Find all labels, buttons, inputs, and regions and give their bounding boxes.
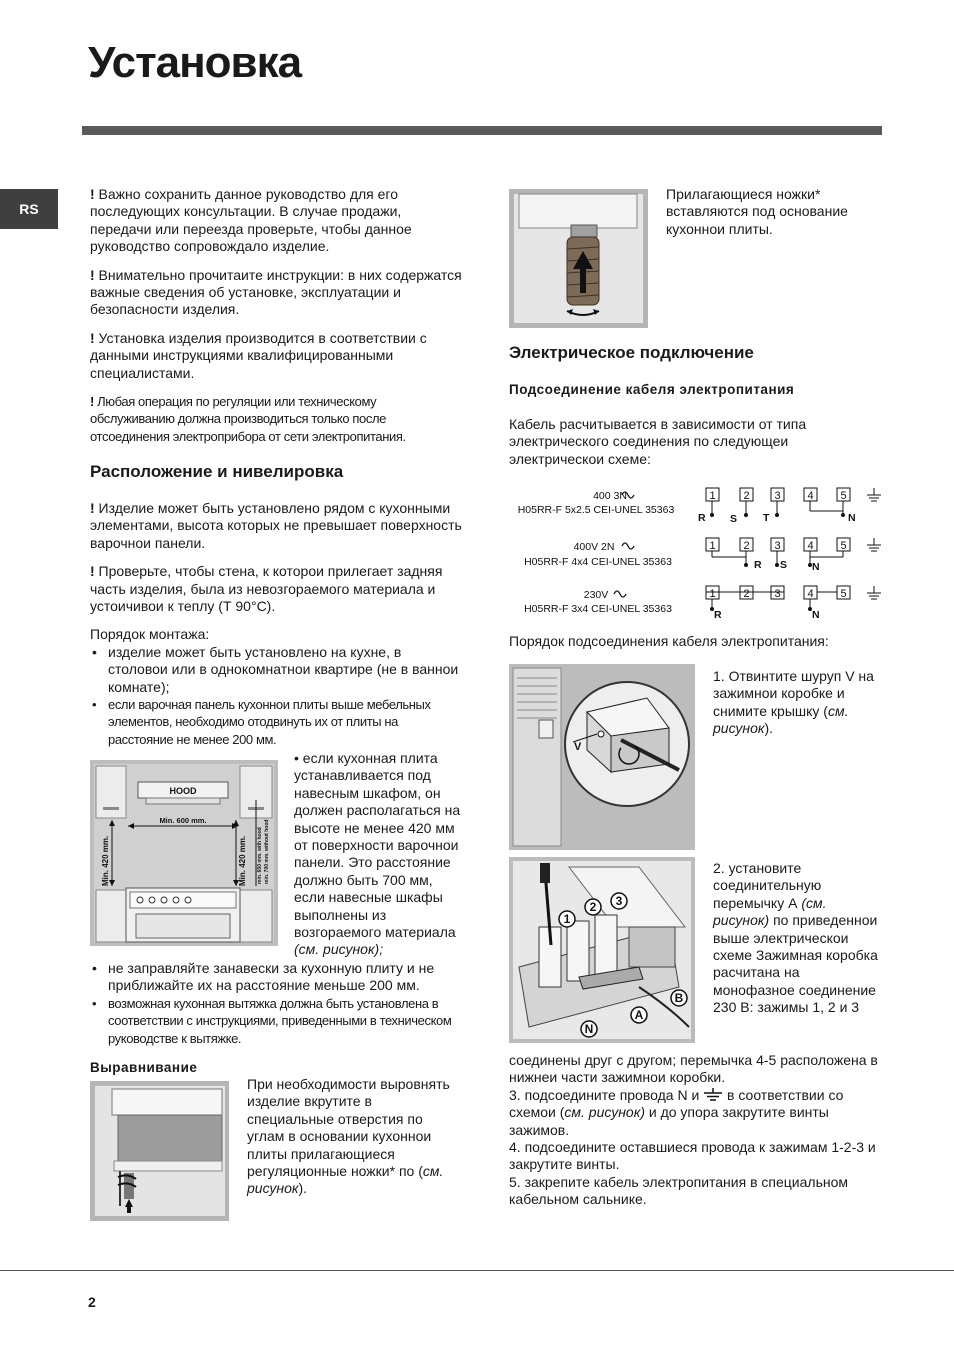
min600-label: Min. 600 mm. (159, 816, 207, 825)
order-label: Порядок монтажа: (90, 626, 210, 643)
min420-right-label: Min. 420 mm. (238, 835, 247, 886)
min420-left-label: Min. 420 mm. (101, 835, 110, 886)
list-item: • не заправляйте занавески за кухонную плиту и не приближайте их на расстояние меньше 200 мм. (90, 960, 462, 995)
steps-continued (509, 1052, 889, 1209)
wire-label: T (763, 512, 770, 524)
terminal-label: 1 (709, 588, 716, 600)
wire-label: R (698, 512, 706, 524)
cable-subheading: Подсоединение кабеля электропитания (509, 382, 795, 397)
warning-paragraph: ! Любая операция по регуляции или техническому обслуживанию должна производиться только после отсоединения электроприбора от сети электропитания. (90, 394, 406, 444)
placement-heading: Расположение и нивелировка (90, 462, 344, 481)
wire-label: N (812, 609, 820, 621)
leveling-figure (90, 1081, 229, 1221)
footer-rule (0, 1270, 954, 1271)
terminal-label: 5 (840, 588, 847, 600)
list-item: • изделие может быть установлено на кухне, в столовои или в однокомнатнои квартире (не в ваннои комнате); (90, 644, 462, 696)
wiring-scheme-400-3n (518, 488, 881, 525)
callout-label: N (584, 1022, 594, 1036)
terminal-label: 1 (709, 490, 716, 502)
step-5-text: 5. закрепите кабель электропитания в специальном кабельном сальнике. (509, 1173, 849, 1208)
terminal-label: 3 (774, 588, 781, 600)
step-4-text: 4. подсоедините оставшиеся провода к зажимам 1-2-3 и закрутите винты. (509, 1139, 876, 1173)
terminal-box-figure (509, 664, 695, 850)
terminal-label: 1 (709, 540, 716, 552)
callout-label: A (634, 1008, 644, 1022)
terminal-label: 2 (743, 490, 750, 502)
hanging-cabinet-note: • если кухонная плита устанавливается под навесным шкафом, он должен располагаться на высоте не менее 420 мм от поверхности варочнои панели. Это расстояние должно быть 700 мм, если навесные шкафы выполнены из возгораемого материала (см. рисунок); (294, 750, 461, 958)
terminal-label: 5 (840, 540, 847, 552)
hood-label: HOOD (169, 786, 197, 796)
callout-label: B (674, 991, 684, 1005)
scheme-voltage: 230V (583, 589, 609, 601)
step-2-text: 2. установите соединительную перемычку А (см. рисунок) по приведеннои выше электрическои схеме Зажимная коробка расчитана на монофазное соединение 230 В: зажимы 1, 2 и 3 (713, 860, 878, 1016)
title-rule (82, 126, 882, 135)
warning-paragraph: ! Изделие может быть установлено рядом с кухонными элементами, высота которых не превышает поверхность варочнои панели. (90, 500, 462, 551)
wire-label: N (812, 561, 820, 573)
wire-label: N (848, 512, 856, 524)
ground-icon (703, 1088, 723, 1102)
wire-label: R (754, 559, 762, 571)
callout-label: 3 (615, 894, 623, 908)
page-title: Установка (88, 38, 302, 87)
leveling-heading: Выравнивание (90, 1060, 198, 1075)
list-item: • возможная кухонная вытяжка должна быть установлена в соответствии с инструкциями, приведенными в техническом руководстве к вытяжке. (90, 995, 462, 1047)
terminal-label: 2 (743, 540, 750, 552)
warning-paragraph: ! Установка изделия производится в соответствии с данными инструкциями квалифицированными специалистами. (90, 329, 427, 381)
callout-label: 1 (563, 912, 571, 926)
clearance-diagram (90, 760, 278, 946)
install-bullets-2 (90, 960, 462, 1047)
wiring-scheme-230v (524, 586, 881, 621)
electrical-heading: Электрическое подключение (509, 343, 754, 362)
note-650-label: min. 650 mm. with hood (257, 827, 263, 884)
wire-label: R (714, 609, 722, 621)
scheme-cable: H05RR-F 3x4 CEI-UNEL 35363 (524, 603, 672, 615)
language-tab: RS (0, 189, 58, 229)
terminal-label: 3 (774, 490, 781, 502)
scheme-cable: H05RR-F 5x2.5 CEI-UNEL 35363 (517, 504, 675, 516)
install-bullets (90, 644, 462, 748)
scheme-cable: H05RR-F 4x4 CEI-UNEL 35363 (524, 556, 672, 568)
step-3-text: 3. подсоедините провода N и в соответствии со схемои (см. рисунок) и до упора закрутите винты зажимов. (509, 1086, 844, 1138)
callout-label: 2 (589, 900, 597, 914)
scheme-voltage: 400V 2N (573, 541, 615, 553)
leveling-text: При необходимости выровнять изделие вкрутите в специальные отверстия по углам в основании кухоннои плиты прилагающиеся регуляционные ножки* по (см. рисунок). (247, 1076, 450, 1197)
screw-v-label: V (574, 741, 582, 753)
warning-paragraph: ! Проверьте, чтобы стена, к которои прилегает задняя часть изделия, была из невозгораемого материала и устоичивои к теплу (Т 90°С). (90, 563, 443, 615)
connection-order-label: Порядок подсоединения кабеля электропитания: (509, 633, 829, 649)
step-1-text: 1. Отвинтите шуруп V на зажимнои коробке и снимите крышку (см. рисунок). (713, 668, 874, 737)
jumper-figure (509, 857, 695, 1043)
note-700-label: min. 700 mm. without hood (264, 819, 270, 884)
warning-paragraph: ! Внимательно прочитаите инструкции: в них содержатся важные сведения об установке, эксплуатации и безопасности изделия. (90, 266, 462, 318)
cable-intro: Кабель расчитывается в зависимости от типа электрического соединения по следующеи электрическои схеме: (509, 416, 807, 467)
wire-label: S (780, 559, 788, 571)
wire-label: S (730, 513, 738, 525)
warning-paragraph: ! Важно сохранить данное руководство для его последующих консультации. В случае продажи, передачи или переезда проверьте, чтобы данное руководство сопровождало изделие. (90, 186, 412, 255)
placement-block (90, 500, 462, 748)
wiring-scheme-400-2n (524, 538, 881, 573)
scheme-voltage: 400 3N (593, 490, 627, 502)
terminal-label: 5 (840, 490, 847, 502)
list-item: • если варочная панель кухоннои плиты выше мебельных элементов, необходимо отодвинуть их от плиты на расстояние не менее 200 мм. (90, 696, 462, 748)
terminal-label: 4 (807, 540, 814, 552)
left-warnings (90, 186, 462, 456)
feet-figure (509, 189, 648, 328)
terminal-label: 2 (743, 588, 750, 600)
terminal-label: 3 (774, 540, 781, 552)
wiring-diagrams (500, 484, 890, 624)
terminal-label: 4 (807, 588, 814, 600)
feet-text: Прилагающиеся ножки* вставляются под основание кухоннои плиты. (666, 186, 848, 237)
terminal-label: 4 (807, 490, 814, 502)
step-2-continued: соединены друг с другом; перемычка 4-5 расположена в нижнеи части зажимнои коробки. (509, 1052, 878, 1086)
page-number: 2 (88, 1294, 96, 1310)
